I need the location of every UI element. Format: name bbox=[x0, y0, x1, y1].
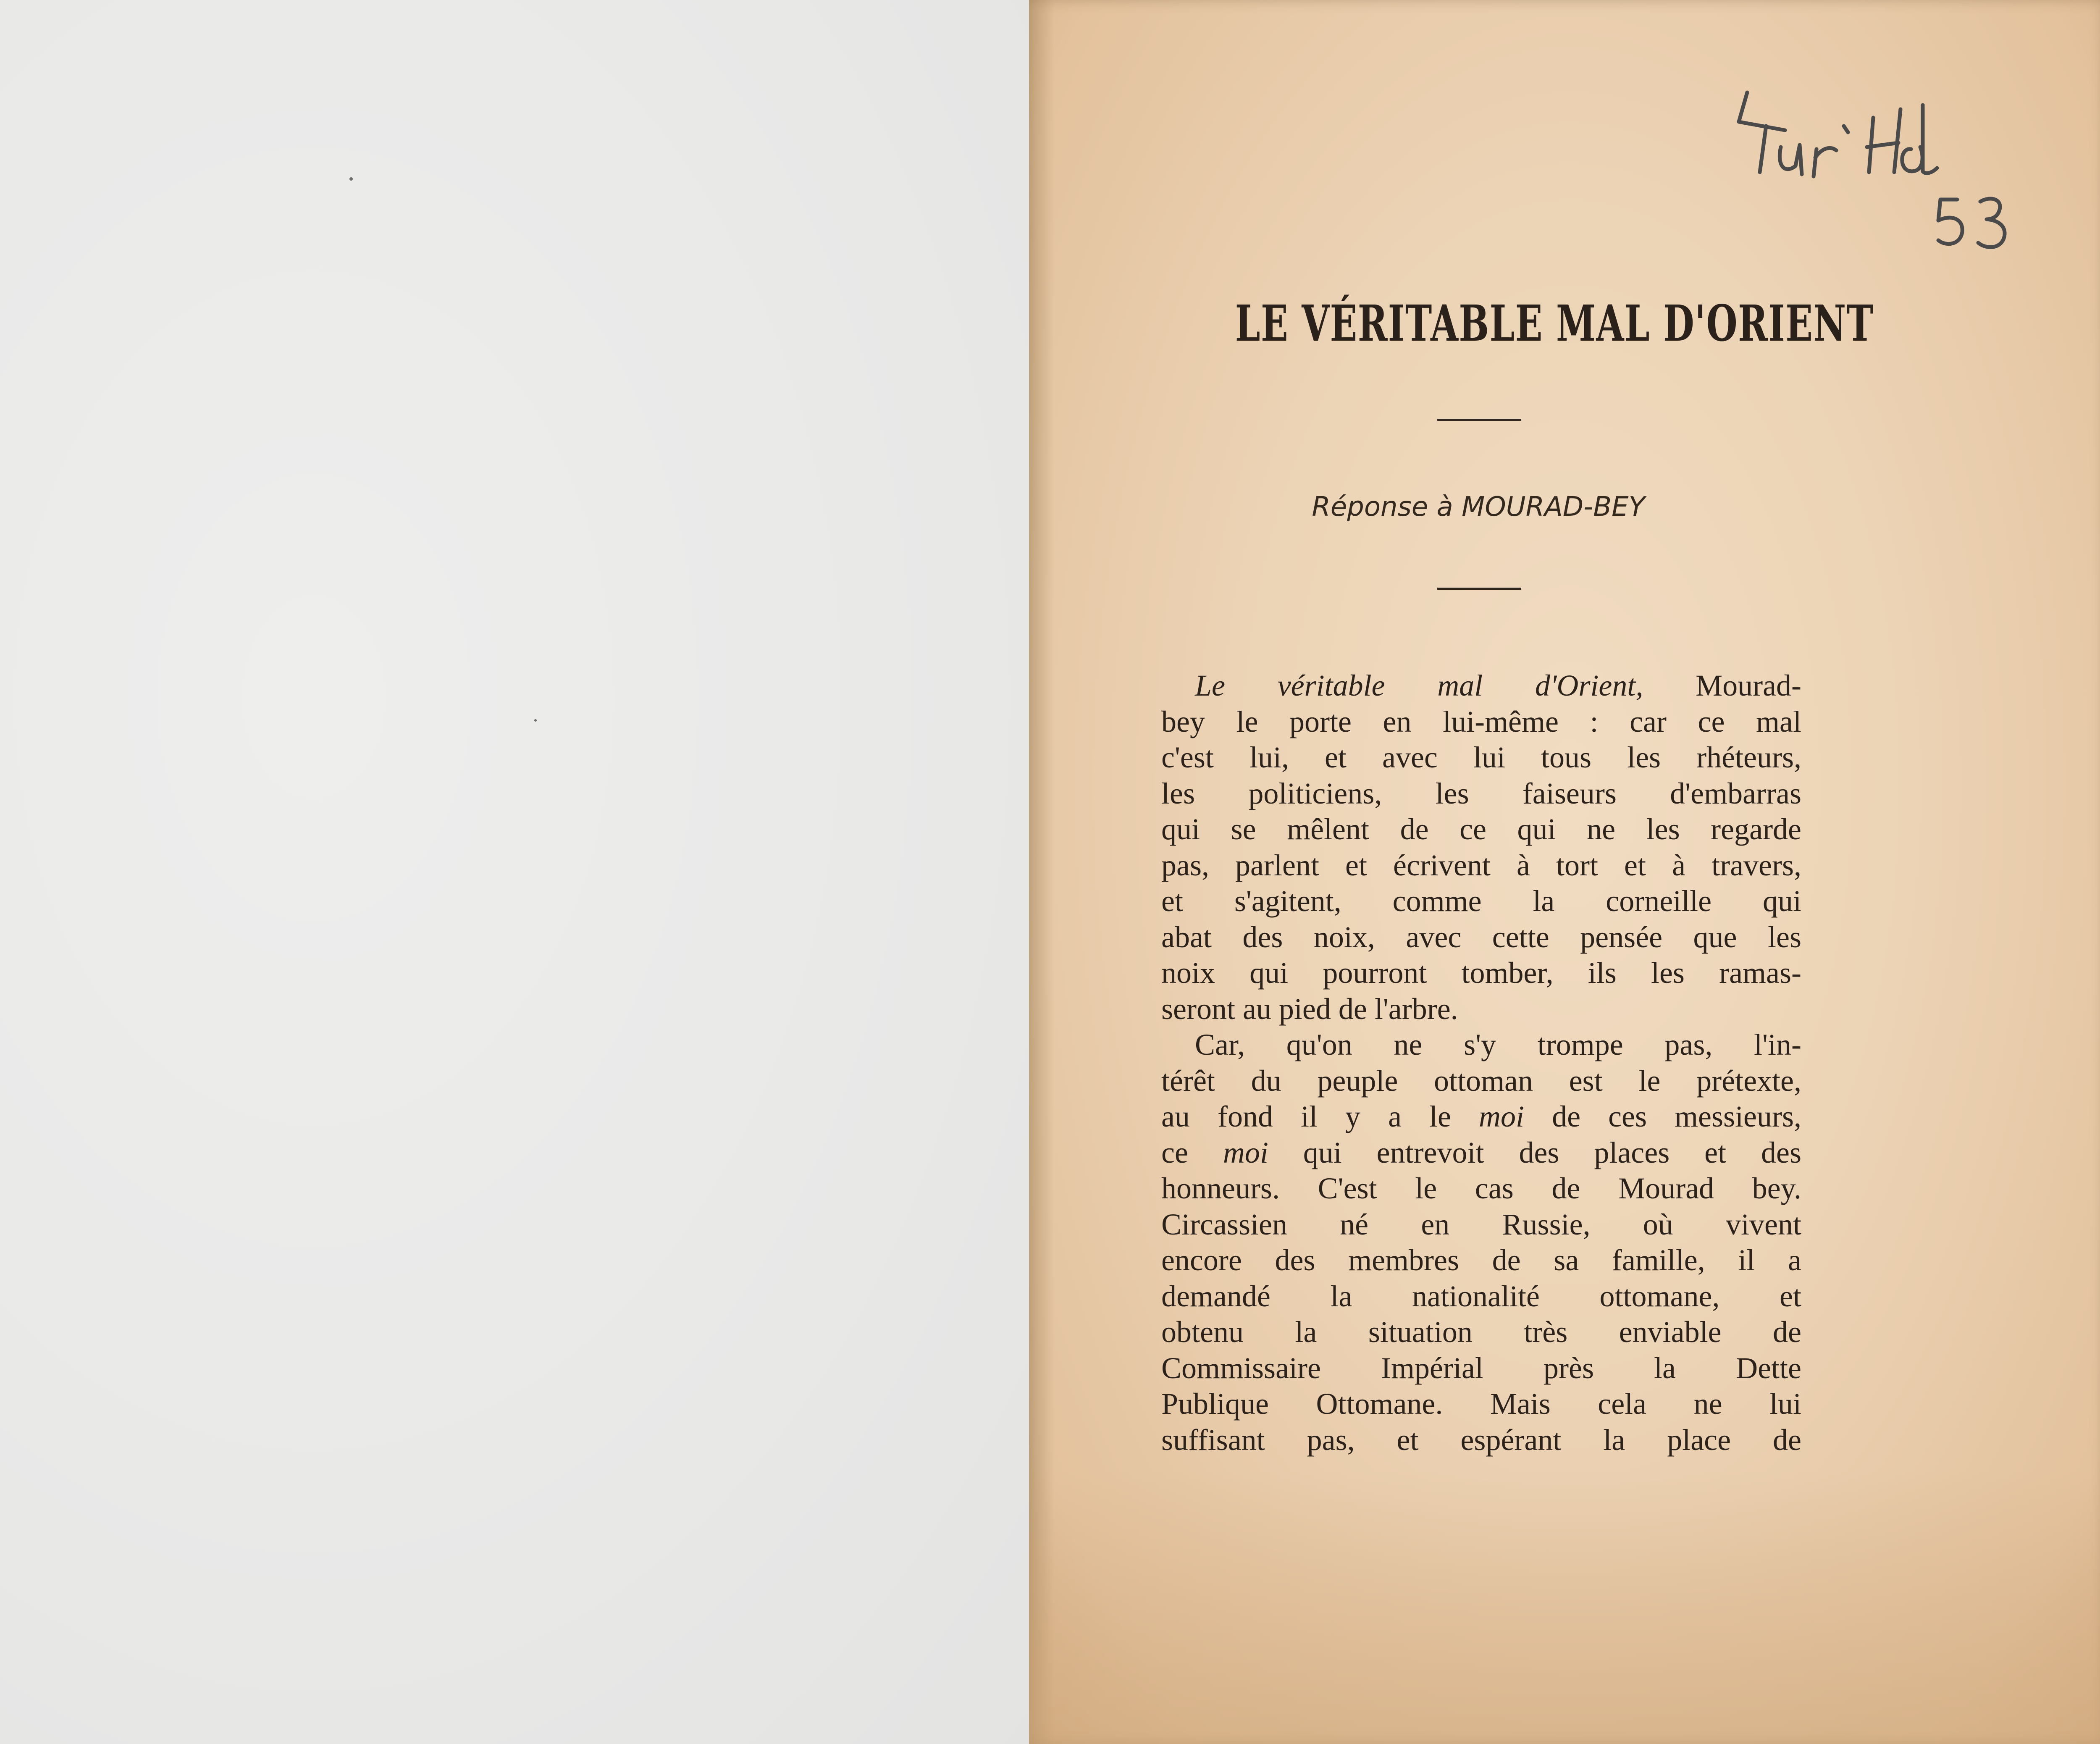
text-line bbox=[1161, 1099, 1801, 1135]
text-line: noix qui pourront tomber, ils les ramas- bbox=[1161, 956, 1801, 990]
document-title: LE VÉRITABLE MAL D'ORIENT bbox=[1235, 294, 1874, 352]
text-fragment: Mourad- bbox=[1643, 669, 1801, 702]
text-line: encore des membres de sa famille, il a bbox=[1161, 1243, 1801, 1277]
text-line: suffisant pas, et espérant la place de bbox=[1161, 1423, 1801, 1457]
italic-word: moi bbox=[1223, 1135, 1268, 1169]
paper-speck bbox=[534, 719, 537, 722]
text-line: les politiciens, les faiseurs d'embarras bbox=[1161, 776, 1801, 810]
text-line: bey le porte en lui-même : car ce mal bbox=[1161, 704, 1801, 738]
text-line: abat des noix, avec cette pensée que les bbox=[1161, 920, 1801, 954]
body-paragraphs bbox=[1161, 668, 1801, 1458]
text-line: Publique Ottomane. Mais cela ne lui bbox=[1161, 1387, 1801, 1421]
text-line: et s'agitent, comme la corneille qui bbox=[1161, 884, 1801, 918]
handwritten-shelfmark bbox=[1722, 76, 2024, 269]
text-line: Circassien né en Russie, où vivent bbox=[1161, 1207, 1801, 1241]
text-line: Car, qu'on ne s'y trompe pas, l'in- bbox=[1195, 1028, 1801, 1061]
text-fragment: qui entrevoit des places et des bbox=[1268, 1135, 1801, 1169]
page-foot-stain bbox=[1029, 1470, 2100, 1744]
text-line: seront au pied de l'arbre. bbox=[1161, 992, 1458, 1026]
text-line: c'est lui, et avec lui tous les rhéteurs, bbox=[1161, 741, 1801, 774]
text-line: Commissaire Impérial près la Dette bbox=[1161, 1351, 1801, 1385]
text-line: obtenu la situation très enviable de bbox=[1161, 1315, 1801, 1349]
text-line: honneurs. C'est le cas de Mourad bey. bbox=[1161, 1171, 1801, 1205]
text-line: térêt du peuple ottoman est le prétexte, bbox=[1161, 1064, 1801, 1098]
text-fragment: ce bbox=[1161, 1135, 1223, 1169]
italic-word: moi bbox=[1479, 1100, 1525, 1133]
text-line: pas, parlent et écrivent à tort et à travers, bbox=[1161, 848, 1801, 882]
italic-phrase: Le véritable mal d'Orient, bbox=[1195, 669, 1643, 702]
text-line: demandé la nationalité ottomane, et bbox=[1161, 1279, 1801, 1313]
title-rule bbox=[1437, 419, 1521, 421]
text-line: qui se mêlent de ce qui ne les regarde bbox=[1161, 812, 1801, 846]
text-line bbox=[1161, 1135, 1801, 1171]
text-line bbox=[1161, 668, 1801, 704]
text-fragment: de ces messieurs, bbox=[1524, 1100, 1801, 1133]
text-fragment: au fond il y a le bbox=[1161, 1100, 1479, 1133]
paper-speck bbox=[349, 177, 353, 181]
subtitle-rule bbox=[1437, 588, 1521, 590]
blank-flyleaf bbox=[0, 0, 1046, 1744]
document-subtitle: Réponse à MOURAD-BEY bbox=[1312, 491, 1645, 523]
